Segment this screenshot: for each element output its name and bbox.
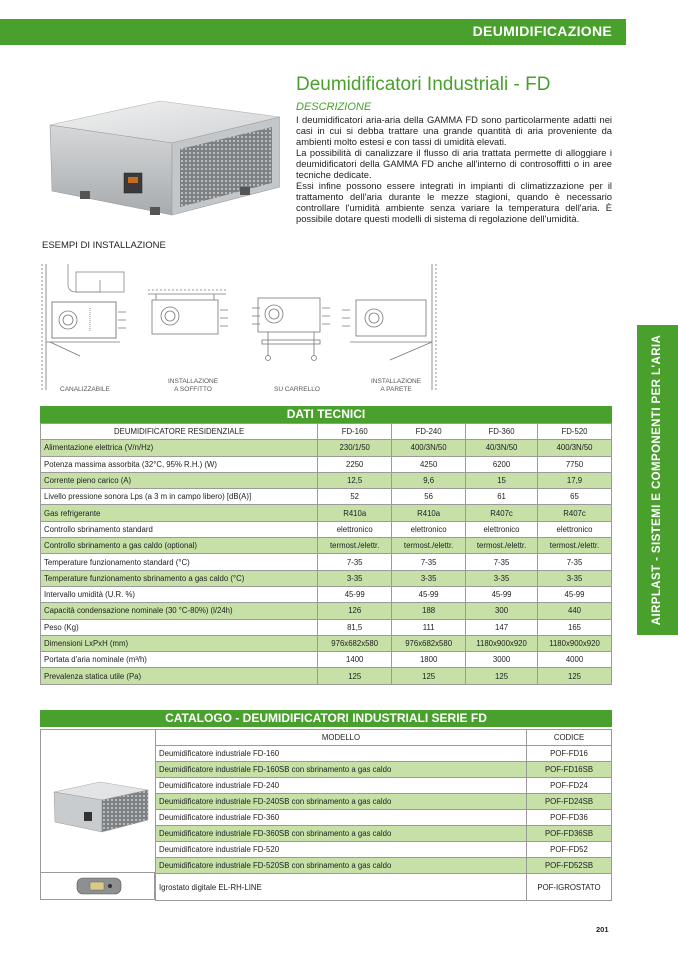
caption-soffitto	[168, 378, 218, 393]
spec-value: 7-35	[392, 554, 466, 570]
table-row	[156, 778, 612, 794]
table-row	[41, 472, 612, 488]
caption-text: INSTALLAZIONE	[168, 378, 219, 385]
spec-value: 125	[538, 668, 612, 684]
spec-value: 61	[466, 489, 538, 505]
table-row	[41, 440, 612, 456]
caption-canalizzabile	[60, 386, 110, 394]
table-row	[41, 489, 612, 505]
spec-value: termost./elettr.	[466, 538, 538, 554]
column-header: FD-240	[392, 424, 466, 440]
product-title: Deumidificatori Industriali - FD	[296, 74, 551, 95]
spec-value: 1800	[392, 652, 466, 668]
product-code: POF-FD16SB	[527, 762, 612, 778]
table-row	[41, 603, 612, 619]
page-number: 201	[596, 925, 609, 934]
spec-label: Controllo sbrinamento a gas caldo (optional)	[41, 538, 318, 554]
spec-value: elettronico	[538, 521, 612, 537]
spec-value: 976x682x580	[392, 635, 466, 651]
section-title: DEUMIDIFICAZIONE	[472, 23, 612, 39]
spec-value: 188	[392, 603, 466, 619]
spec-value: 125	[392, 668, 466, 684]
spec-label: Corrente pieno carico (A)	[41, 472, 318, 488]
spec-value: 300	[466, 603, 538, 619]
installation-heading: ESEMPI DI INSTALLAZIONE	[42, 240, 166, 251]
product-code: POF-FD24	[527, 778, 612, 794]
table-row	[156, 810, 612, 826]
table-row	[156, 794, 612, 810]
table-row	[41, 668, 612, 684]
spec-value: 15	[466, 472, 538, 488]
catalog-table	[155, 729, 612, 901]
spec-value: 3-35	[538, 570, 612, 586]
column-header: FD-360	[466, 424, 538, 440]
spec-value: 7-35	[466, 554, 538, 570]
spec-value: 1400	[318, 652, 392, 668]
spec-value: 45-99	[466, 586, 538, 602]
spec-label: Prevalenza statica utile (Pa)	[41, 668, 318, 684]
sidebar-label: AIRPLAST - SISTEMI E COMPONENTI PER L'ARIA	[651, 334, 663, 626]
product-code: POF-FD24SB	[527, 794, 612, 810]
spec-value: 7-35	[318, 554, 392, 570]
hygrostat-image	[76, 877, 122, 895]
spec-value: 4000	[538, 652, 612, 668]
spec-label: Livello pressione sonora Lps (a 3 m in campo libero) [dB(A)]	[41, 489, 318, 505]
spec-value: 400/3N/50	[392, 440, 466, 456]
spec-label: Potenza massima assorbita (32°C, 95% R.H.) (W)	[41, 456, 318, 472]
table-header-row	[156, 730, 612, 746]
caption-carrello	[274, 386, 320, 394]
spec-value: 12,5	[318, 472, 392, 488]
spec-value: elettronico	[466, 521, 538, 537]
product-description	[296, 114, 612, 224]
model-name: Deumidificatore industriale FD-360	[156, 810, 527, 826]
spec-value: termost./elettr.	[392, 538, 466, 554]
spec-value: elettronico	[392, 521, 466, 537]
spec-label: Gas refrigerante	[41, 505, 318, 521]
caption-text: INSTALLAZIONE	[371, 378, 422, 385]
product-code: POF-FD52	[527, 842, 612, 858]
spec-value: 7-35	[538, 554, 612, 570]
tech-data-heading: DATI TECNICI	[40, 406, 612, 423]
spec-label: Intervallo umidità (U.R. %)	[41, 586, 318, 602]
spec-label: Controllo sbrinamento standard	[41, 521, 318, 537]
table-row	[41, 619, 612, 635]
caption-text: SU CARRELLO	[274, 386, 320, 393]
table-row	[156, 826, 612, 842]
table-row	[41, 635, 612, 651]
catalog-heading: CATALOGO - DEUMIDIFICATORI INDUSTRIALI SERIE FD	[40, 710, 612, 727]
spec-value: 976x682x580	[318, 635, 392, 651]
column-header: CODICE	[527, 730, 612, 746]
spec-value: 230/1/50	[318, 440, 392, 456]
spec-value: 126	[318, 603, 392, 619]
description-paragraph: Essi infine possono essere integrati in impianti di climatizzazione per il trattamento dell'aria durante le mezze stagioni, quando è necessario controllare l'umidità ambiente senza variare la temperatura dell'aria. È possibile dotare questi modelli di sistema di regolazione dell'umidità.	[296, 180, 612, 224]
table-row	[41, 505, 612, 521]
spec-value: 45-99	[318, 586, 392, 602]
spec-value: 165	[538, 619, 612, 635]
dehumidifier-product-image	[40, 95, 280, 235]
product-code: POF-FD16	[527, 746, 612, 762]
spec-label: Temperature funzionamento sbrinamento a gas caldo (°C)	[41, 570, 318, 586]
spec-value: 3-35	[466, 570, 538, 586]
model-name: Deumidificatore industriale FD-240SB con sbrinamento a gas caldo	[156, 794, 527, 810]
spec-value: 9,6	[392, 472, 466, 488]
spec-label: Temperature funzionamento standard (°C)	[41, 554, 318, 570]
table-row	[41, 586, 612, 602]
spec-label: Dimensioni LxPxH (mm)	[41, 635, 318, 651]
spec-label: Peso (Kg)	[41, 619, 318, 635]
spec-value: R410a	[392, 505, 466, 521]
spec-value: 65	[538, 489, 612, 505]
spec-value: 7750	[538, 456, 612, 472]
model-name: Deumidificatore industriale FD-520SB con sbrinamento a gas caldo	[156, 858, 527, 874]
caption-text: A SOFFITTO	[174, 385, 212, 393]
catalog-product-image	[50, 778, 150, 838]
table-row	[41, 521, 612, 537]
caption-text: CANALIZZABILE	[60, 386, 110, 393]
column-header: DEUMIDIFICATORE RESIDENZIALE	[41, 424, 318, 440]
spec-value: R407c	[466, 505, 538, 521]
tech-data-table	[40, 423, 612, 685]
spec-value: 3-35	[392, 570, 466, 586]
product-code: POF-FD36SB	[527, 826, 612, 842]
table-row	[41, 554, 612, 570]
spec-value: R407c	[538, 505, 612, 521]
model-name: Deumidificatore industriale FD-240	[156, 778, 527, 794]
spec-value: 40/3N/50	[466, 440, 538, 456]
spec-value: termost./elettr.	[538, 538, 612, 554]
caption-parete	[371, 378, 421, 393]
model-name: Igrostato digitale EL-RH-LINE	[156, 874, 527, 901]
model-name: Deumidificatore industriale FD-160SB con sbrinamento a gas caldo	[156, 762, 527, 778]
column-header: MODELLO	[156, 730, 527, 746]
spec-value: 4250	[392, 456, 466, 472]
description-label: DESCRIZIONE	[296, 101, 372, 113]
model-name: Deumidificatore industriale FD-160	[156, 746, 527, 762]
model-name: Deumidificatore industriale FD-360SB con sbrinamento a gas caldo	[156, 826, 527, 842]
description-paragraph: I deumidificatori aria-aria della GAMMA FD sono particolarmente adatti nei casi in cui si debba trattare una grande quantità di aria proveniente da ambienti molto estesi e con tassi di umidità elevati.	[296, 114, 612, 147]
table-header-row	[41, 424, 612, 440]
spec-value: termost./elettr.	[318, 538, 392, 554]
spec-value: 440	[538, 603, 612, 619]
table-row	[156, 762, 612, 778]
caption-text: A PARETE	[380, 385, 412, 393]
spec-value: 3-35	[318, 570, 392, 586]
spec-value: elettronico	[318, 521, 392, 537]
spec-value: 6200	[466, 456, 538, 472]
spec-value: 111	[392, 619, 466, 635]
spec-label: Alimentazione elettrica (V/n/Hz)	[41, 440, 318, 456]
table-row	[156, 858, 612, 874]
spec-value: 17,9	[538, 472, 612, 488]
spec-value: 400/3N/50	[538, 440, 612, 456]
spec-value: 56	[392, 489, 466, 505]
table-row	[41, 538, 612, 554]
spec-value: 3000	[466, 652, 538, 668]
table-row	[41, 570, 612, 586]
column-header: FD-520	[538, 424, 612, 440]
table-row	[41, 652, 612, 668]
section-header-bar	[0, 19, 626, 45]
table-row	[156, 746, 612, 762]
product-code: POF-FD36	[527, 810, 612, 826]
spec-value: 52	[318, 489, 392, 505]
table-row	[156, 842, 612, 858]
spec-value: 81,5	[318, 619, 392, 635]
description-paragraph: La possibilità di canalizzare il flusso di aria trattata permette di alloggiare i deumidificatori della GAMMA FD anche all'interno di controsoffitti o in aree tecniche dedicate.	[296, 147, 612, 180]
column-header: FD-160	[318, 424, 392, 440]
spec-value: 147	[466, 619, 538, 635]
spec-value: 125	[318, 668, 392, 684]
spec-value: 45-99	[538, 586, 612, 602]
spec-value: R410a	[318, 505, 392, 521]
table-row	[41, 456, 612, 472]
spec-value: 1180x900x920	[466, 635, 538, 651]
spec-label: Portata d'aria nominale (m³/h)	[41, 652, 318, 668]
spec-value: 45-99	[392, 586, 466, 602]
spec-value: 125	[466, 668, 538, 684]
spec-value: 1180x900x920	[538, 635, 612, 651]
model-name: Deumidificatore industriale FD-520	[156, 842, 527, 858]
product-code: POF-FD52SB	[527, 858, 612, 874]
product-code: POF-IGROSTATO	[527, 874, 612, 901]
table-row	[156, 874, 612, 901]
spec-value: 2250	[318, 456, 392, 472]
spec-label: Capacità condensazione nominale (30 °C-80%) (l/24h)	[41, 603, 318, 619]
